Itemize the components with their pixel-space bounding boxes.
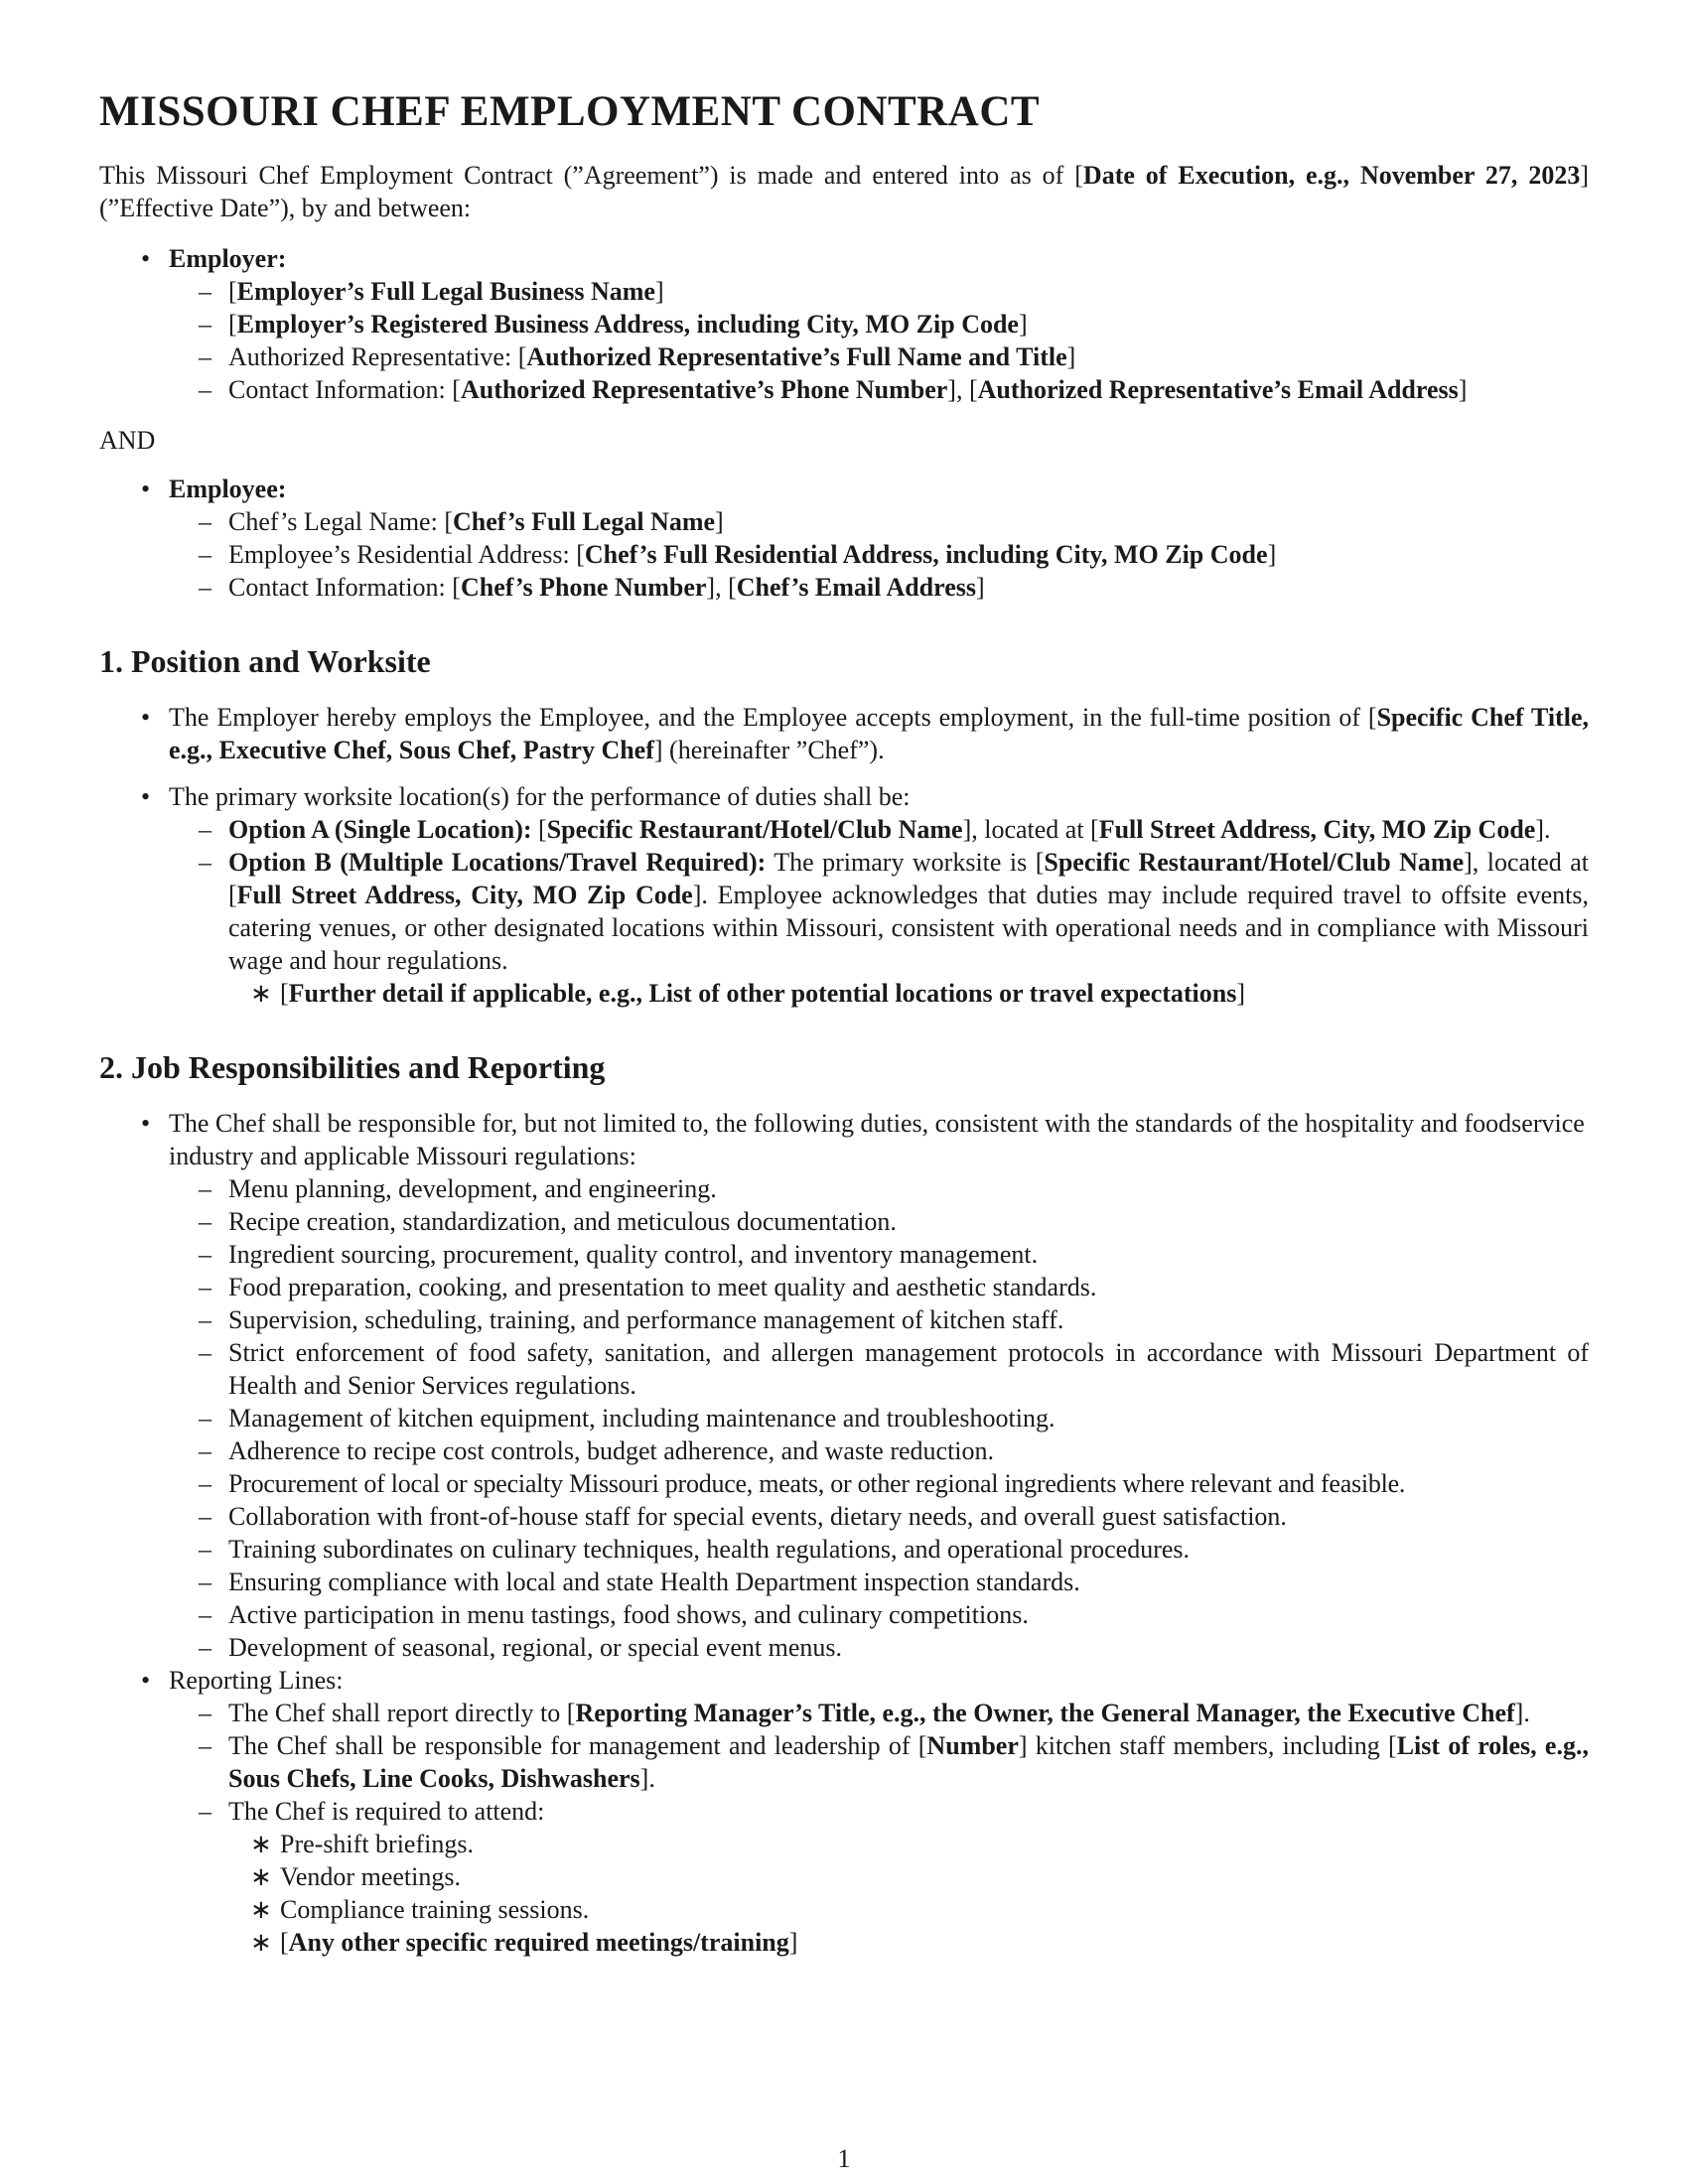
option-b-detail: ∗ [Further detail if applicable, e.g., List of other potential locations or travel expectations] <box>280 977 1589 1010</box>
list-item: – Active participation in menu tastings, food shows, and culinary competitions. <box>228 1598 1589 1631</box>
list-item: – Recipe creation, standardization, and meticulous documentation. <box>228 1205 1589 1238</box>
list-item: ∗ Vendor meetings. <box>280 1860 1589 1893</box>
list-item: – Food preparation, cooking, and presentation to meet quality and aesthetic standards. <box>228 1271 1589 1303</box>
position-clause: • The Employer hereby employs the Employee, and the Employee accepts employment, in the full-time position of [Specific Chef Title, e.g., Executive Chef, Sous Chef, Pastry Chef] (hereinafter ”Chef”). <box>169 701 1589 766</box>
reporting-lines: • Reporting Lines: – The Chef shall report directly to [Reporting Manager’s Title, e.g., the Owner, the General Manager, the Executive Chef]. – The Chef shall be responsible for management and leadership of [Number] kitchen staff members, including [List of roles, e.g., Sous Chefs, Line Cooks, Dishwashers]. – The Chef is required to attend: ∗ Pre-shift briefings. ∗ Vendor meetings. ∗ Compliance training sessions. ∗ [Any other specific required meetings/training] <box>169 1664 1589 1959</box>
worksite-clause: • The primary worksite location(s) for the performance of duties shall be: – Option A (Single Location): [Specific Restaurant/Hotel/Club Name], located at [Full Street Address, City, MO Zip Code]. – Option B (Multiple Locations/Travel Required): The primary worksite is [Specific Restaurant/Hotel/Club Name], located at [Full Street Address, City, MO Zip Code]. Employee acknowledges that duties may include required travel to offsite events, catering venues, or other designated locations within Missouri, consistent with operational needs and in compliance with Missouri wage and hour regulations. ∗ [Further detail if applicable, e.g., List of other potential locations or travel expectations] <box>169 780 1589 1010</box>
list-item: – Training subordinates on culinary techniques, health regulations, and operational procedures. <box>228 1533 1589 1566</box>
section-2-heading: 2. Job Responsibilities and Reporting <box>99 1049 606 1085</box>
employer-contact: – Contact Information: [Authorized Representative’s Phone Number], [Authorized Representative’s Email Address] <box>228 373 1589 406</box>
list-item: – Procurement of local or specialty Missouri produce, meats, or other regional ingredients where relevant and feasible. <box>228 1467 1589 1500</box>
page-number: 1 <box>837 2144 851 2173</box>
list-item: ∗ Pre-shift briefings. <box>280 1828 1589 1860</box>
list-item: ∗ Compliance training sessions. <box>280 1893 1589 1926</box>
section-1-list <box>99 701 1589 1010</box>
list-item: – Collaboration with front-of-house staff for special events, dietary needs, and overall guest satisfaction. <box>228 1500 1589 1533</box>
list-item: – Strict enforcement of food safety, sanitation, and allergen management protocols in accordance with Missouri Department of Health and Senior Services regulations. <box>228 1336 1589 1402</box>
employee-block <box>99 473 1589 604</box>
employee-name: – Chef’s Legal Name: [Chef’s Full Legal Name] <box>228 505 1589 538</box>
list-item: – Ensuring compliance with local and state Health Department inspection standards. <box>228 1566 1589 1598</box>
option-a: – Option A (Single Location): [Specific Restaurant/Hotel/Club Name], located at [Full Street Address, City, MO Zip Code]. <box>228 813 1589 846</box>
list-item: – Menu planning, development, and engineering. <box>228 1172 1589 1205</box>
list-item: – Adherence to recipe cost controls, budget adherence, and waste reduction. <box>228 1434 1589 1467</box>
employer-address: – [Employer’s Registered Business Address, including City, MO Zip Code] <box>228 308 1589 341</box>
list-item: ∗ [Any other specific required meetings/training] <box>280 1926 1589 1959</box>
employee-contact: – Contact Information: [Chef’s Phone Number], [Chef’s Email Address] <box>228 571 1589 604</box>
employer-item: • Employer: – [Employer’s Full Legal Business Name] – [Employer’s Registered Business Address, including City, MO Zip Code] – Authorized Representative: [Authorized Representative’s Full Name and Title] – Contact Information: [Authorized Representative’s Phone Number], [Authorized Representative’s Email Address] <box>169 242 1589 406</box>
report-to: – The Chef shall report directly to [Reporting Manager’s Title, e.g., the Owner, the General Manager, the Executive Chef]. <box>228 1697 1589 1729</box>
and-separator: AND <box>99 426 156 455</box>
date-placeholder: Date of Execution, e.g., November 27, 2023 <box>1082 161 1581 190</box>
list-item: – Development of seasonal, regional, or special event menus. <box>228 1631 1589 1664</box>
duties-list <box>169 1172 1589 1664</box>
section-2-list <box>99 1107 1589 1959</box>
staff-management: – The Chef shall be responsible for management and leadership of [Number] kitchen staff members, including [List of roles, e.g., Sous Chefs, Line Cooks, Dishwashers]. <box>228 1729 1589 1795</box>
list-item: – Management of kitchen equipment, including maintenance and troubleshooting. <box>228 1402 1589 1434</box>
employer-representative: – Authorized Representative: [Authorized Representative’s Full Name and Title] <box>228 341 1589 373</box>
option-b: – Option B (Multiple Locations/Travel Required): The primary worksite is [Specific Restaurant/Hotel/Club Name], located at [Full Street Address, City, MO Zip Code]. Employee acknowledges that duties may include required travel to offsite events, catering venues, or other designated locations within Missouri, consistent with operational needs and in compliance with Missouri wage and hour regulations. ∗ [Further detail if applicable, e.g., List of other potential locations or travel expectations] <box>228 846 1589 1010</box>
employee-address: – Employee’s Residential Address: [Chef’s Full Residential Address, including City, MO Zip Code] <box>228 538 1589 571</box>
employer-name: – [Employer’s Full Legal Business Name] <box>228 275 1589 308</box>
employer-block <box>99 242 1589 406</box>
document-page <box>99 87 1589 1959</box>
duties-clause: • The Chef shall be responsible for, but not limited to, the following duties, consistent with the standards of the hospitality and foodservice industry and applicable Missouri regulations: – Menu planning, development, and engineering. – Recipe creation, standardization, and meticulous documentation. – Ingredient sourcing, procurement, quality control, and inventory management. – Food preparation, cooking, and presentation to meet quality and aesthetic standards. – Supervision, scheduling, training, and performance management of kitchen staff. – Strict enforcement of food safety, sanitation, and allergen management protocols in accordance with Missouri Department of Health and Senior Services regulations. – Management of kitchen equipment, including maintenance and troubleshooting. – Adherence to recipe cost controls, budget adherence, and waste reduction. – Procurement of local or specialty Missouri produce, meats, or other regional ingredients where relevant and feasible. – Collaboration with front-of-house staff for special events, dietary needs, and overall guest satisfaction. – Training subordinates on culinary techniques, health regulations, and operational procedures. – Ensuring compliance with local and state Health Department inspection standards. – Active participation in menu tastings, food shows, and culinary competitions. – Development of seasonal, regional, or special event menus. <box>169 1107 1589 1664</box>
required-meetings: – The Chef is required to attend: ∗ Pre-shift briefings. ∗ Vendor meetings. ∗ Compliance training sessions. ∗ [Any other specific required meetings/training] <box>228 1795 1589 1959</box>
list-item: – Supervision, scheduling, training, and performance management of kitchen staff. <box>228 1303 1589 1336</box>
document-title: MISSOURI CHEF EMPLOYMENT CONTRACT <box>99 88 1041 135</box>
section-1-heading: 1. Position and Worksite <box>99 643 431 679</box>
list-item: – Ingredient sourcing, procurement, quality control, and inventory management. <box>228 1238 1589 1271</box>
intro-paragraph: This Missouri Chef Employment Contract (”Agreement”) is made and entered into as of [Date of Execution, e.g., November 27, 2023] (”Effective Date”), by and between: <box>99 161 1589 222</box>
employee-item: • Employee: – Chef’s Legal Name: [Chef’s Full Legal Name] – Employee’s Residential Address: [Chef’s Full Residential Address, including City, MO Zip Code] – Contact Information: [Chef’s Phone Number], [Chef’s Email Address] <box>169 473 1589 604</box>
